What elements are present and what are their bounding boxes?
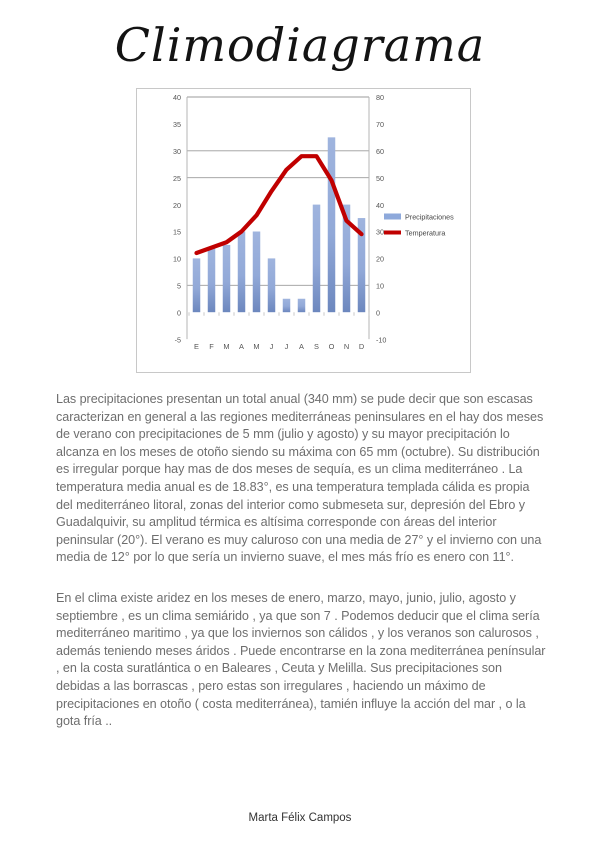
left-axis-tick-label: 40 (173, 93, 181, 103)
right-axis-tick-label: 30 (376, 227, 384, 237)
right-axis-tick-label: 20 (376, 254, 384, 264)
x-axis-month-label: A (299, 342, 304, 352)
precipitation-bar (238, 232, 246, 313)
right-axis-tick-label: 60 (376, 147, 384, 156)
left-axis-tick-label: 5 (177, 281, 181, 291)
climograph-chart (136, 88, 471, 373)
chart-svg (137, 89, 470, 372)
precipitation-bar (298, 299, 306, 312)
precipitation-bar (208, 248, 216, 313)
x-axis-month-label: D (358, 342, 365, 352)
precipitation-bar (193, 258, 201, 312)
x-axis-month-label: M (253, 342, 260, 352)
left-axis-tick-label: 10 (173, 254, 181, 264)
x-axis-month-label: J (269, 342, 274, 352)
x-axis-month-label: J (284, 342, 289, 352)
precipitation-bar (223, 245, 231, 312)
legend-swatch-precipitaciones (384, 214, 401, 220)
right-axis-tick-label: 40 (376, 200, 384, 210)
precipitation-bar (268, 258, 276, 312)
right-axis-tick-label: 10 (376, 281, 384, 291)
x-axis-month-label: N (343, 342, 350, 352)
x-axis-month-label: O (328, 342, 335, 352)
paragraph-climate-analysis: En el clima existe aridez en los meses de enero, marzo, mayo, junio, julio, agosto y septiembre , es un clima semiárido , ya que son 7 . Podemos deducir que el clima sería mediterráneo maritimo , ya que los inviernos son cálidos , y los veranos son calurosos , además teniendo meses áridos . Puede encontrarse en la zona mediterránea penínsular , en la costa suratlántica o en Baleares , Ceuta y Melilla. Sus precipitaciones son debidas a las borrascas , pero estas son irregulares , haciendo un máximo de precipitaciones en otoño ( costa mediterránea), tamién influye la acción del mar , o la gota fría .. (56, 591, 546, 729)
right-axis-tick-label: 50 (376, 173, 384, 183)
paragraph-precipitation-temperature: Las precipitaciones presentan un total anual (340 mm) se pude decir que son escasas caracterizan en general a las regiones mediterráneas peninsulares en el hay dos meses de verano con precipitaciones de 5 mm (julio y agosto) y su mayor precipitación lo alcanza en los meses de otoño siendo su máxima con 65 mm (octubre). Su distribución es irregular porque hay mas de dos meses de sequía, es un clima mediterráneo . La temperatura media anual es de 18.83°, es una temperatura templada cálida es propia del mediterráneo litoral, zonas del interior como submeseta sur, depresión del Ebro y Guadalquivir, su amplitud térmica es altísima corresponde con áreas del interior peninsular (20°). El verano es muy caluroso con una media de 27° y el invierno con una media de 12° por lo que sería un invierno suave, el mes más frío es enero con 11°. (56, 392, 544, 565)
right-axis-tick-label: 70 (376, 120, 384, 130)
left-axis-tick-label: -5 (174, 335, 181, 345)
right-axis-tick-label: -10 (376, 335, 387, 345)
legend-swatch-temperatura (384, 231, 401, 235)
footer-author-name: Marta Félix Campos (248, 812, 352, 824)
precipitation-bar (313, 205, 321, 313)
x-axis-month-label: S (314, 342, 319, 352)
x-axis-month-label: A (239, 342, 244, 352)
legend-label: Precipitaciones (405, 212, 454, 222)
precipitation-bar (283, 299, 291, 312)
precipitation-bar (328, 137, 336, 312)
right-axis-tick-label: 0 (376, 308, 380, 318)
left-axis-tick-label: 35 (173, 120, 181, 130)
precipitation-bar (253, 232, 261, 313)
right-axis-tick-label: 80 (376, 93, 384, 103)
left-axis-tick-label: 30 (173, 147, 181, 156)
x-axis-month-label: M (223, 342, 230, 352)
left-axis-tick-label: 20 (173, 200, 181, 210)
legend-label: Temperatura (405, 228, 446, 238)
left-axis-tick-label: 15 (173, 227, 181, 237)
x-axis-month-label: E (194, 342, 199, 352)
temperature-line (197, 156, 362, 253)
x-axis-month-label: F (209, 342, 214, 352)
page-title: Climodiagrama (114, 18, 486, 72)
left-axis-tick-label: 0 (177, 308, 181, 318)
left-axis-tick-label: 25 (173, 173, 181, 183)
